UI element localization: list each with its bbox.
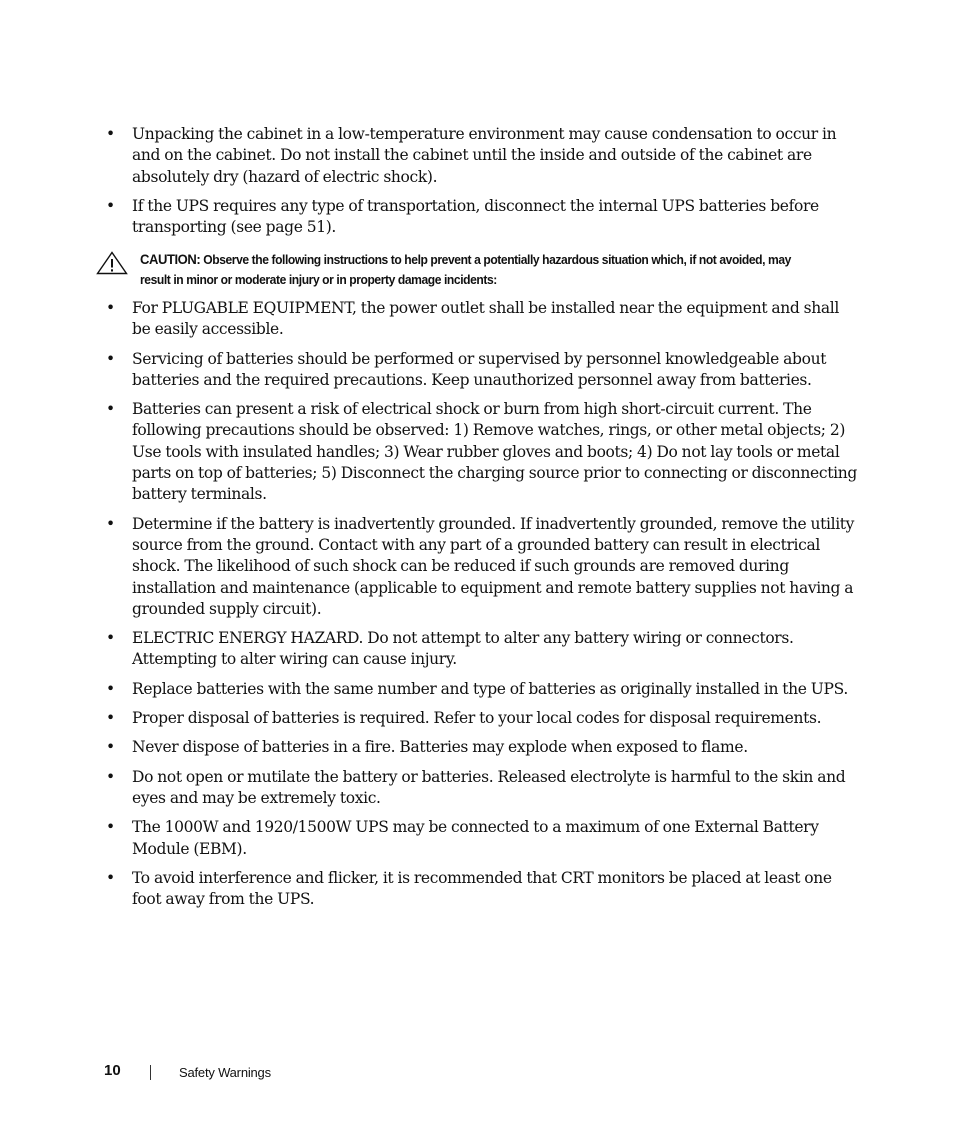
warning-triangle-icon <box>96 251 128 275</box>
caution-label: CAUTION: <box>140 251 201 267</box>
bullet-text: Proper disposal of batteries is required. Refer to your local codes for disposal requirements. <box>132 709 822 728</box>
bullet-item <box>105 679 860 700</box>
bullet-marker: • <box>106 767 115 786</box>
bullet-item <box>105 737 860 758</box>
bullet-item <box>105 124 860 188</box>
bullet-item <box>105 628 860 671</box>
bullet-text: If the UPS requires any type of transportation, disconnect the internal UPS batteries before transporting (see page 51). <box>132 196 819 237</box>
bullet-marker: • <box>106 679 115 698</box>
bullet-item <box>105 817 860 860</box>
bullet-marker: • <box>106 196 115 215</box>
bullet-text: Do not open or mutilate the battery or batteries. Released electrolyte is harmful to the skin and eyes and may be extremely toxic. <box>132 767 846 807</box>
bullet-text: Servicing of batteries should be performed or supervised by personnel knowledgeable about batteries and the required precautions. Keep unauthorized personnel away from batteries. <box>132 349 827 389</box>
bullet-text: Replace batteries with the same number and type of batteries as originally installed in the UPS. <box>132 679 848 698</box>
bullet-marker: • <box>106 400 115 419</box>
footer-divider <box>150 1065 151 1080</box>
bullet-text: Never dispose of batteries in a fire. Batteries may explode when exposed to flame. <box>132 738 748 757</box>
bullet-item <box>105 514 860 620</box>
bullet-marker: • <box>106 125 115 143</box>
bullet-text: For PLUGABLE EQUIPMENT, the power outlet shall be installed near the equipment and shall be easily accessible. <box>132 299 840 339</box>
bullet-item <box>105 868 860 911</box>
caution-text-block <box>140 250 806 289</box>
bullet-text: ELECTRIC ENERGY HAZARD. Do not attempt to alter any battery wiring or connectors. Attempting to alter wiring can cause injury. <box>132 629 794 669</box>
bullet-text: The 1000W and 1920/1500W UPS may be connected to a maximum of one External Battery Module (EBM). <box>132 818 819 858</box>
bullet-item <box>105 196 860 239</box>
caution-body: Observe the following instructions to help prevent a potentially hazardous situation which, if not avoided, may result in minor or moderate injury or in property damage incidents: <box>140 252 791 287</box>
bullet-text: To avoid interference and flicker, it is recommended that CRT monitors be placed at least one foot away from the UPS. <box>132 868 832 909</box>
footer-section-title: Safety Warnings <box>179 1065 271 1080</box>
page-number: 10 <box>104 1062 121 1079</box>
bullet-marker: • <box>106 349 115 368</box>
bullet-item <box>105 298 860 341</box>
bullet-item <box>105 399 860 505</box>
bullet-marker: • <box>106 514 115 533</box>
bullet-marker: • <box>106 818 115 837</box>
bullet-marker: • <box>106 629 115 648</box>
bullet-text: Batteries can present a risk of electrical shock or burn from high short-circuit current. The following precautions should be observed: 1) Remove watches, rings, or other metal objects; 2) Use tools with insulated handles; 3) Wear rubber gloves and boots; 4) Do not lay tools or metal parts on top of batteries; 5) Disconnect the charging source prior to connecting or disconnecting battery terminals. <box>132 400 857 504</box>
bullet-item <box>105 767 860 810</box>
bullet-item <box>105 708 860 729</box>
bullet-text: Determine if the battery is inadvertently grounded. If inadvertently grounded, remove the utility source from the ground. Contact with any part of a grounded battery can result in electrical shock. The likelihood of such shock can be reduced if such grounds are removed during installation and maintenance (applicable to equipment and remote battery supplies not having a grounded supply circuit). <box>132 514 855 618</box>
bullet-marker: • <box>106 868 115 887</box>
safety-bullet-list-top <box>105 124 860 246</box>
bullet-marker: • <box>106 709 115 728</box>
bullet-item <box>105 349 860 392</box>
safety-bullet-list-main <box>105 298 860 918</box>
bullet-text: Unpacking the cabinet in a low-temperature environment may cause condensation to occur in and on the cabinet. Do not install the cabinet until the inside and outside of the cabinet are absolutely dry (hazard of electric shock). <box>132 125 837 186</box>
bullet-marker: • <box>106 299 115 317</box>
bullet-marker: • <box>106 738 115 757</box>
